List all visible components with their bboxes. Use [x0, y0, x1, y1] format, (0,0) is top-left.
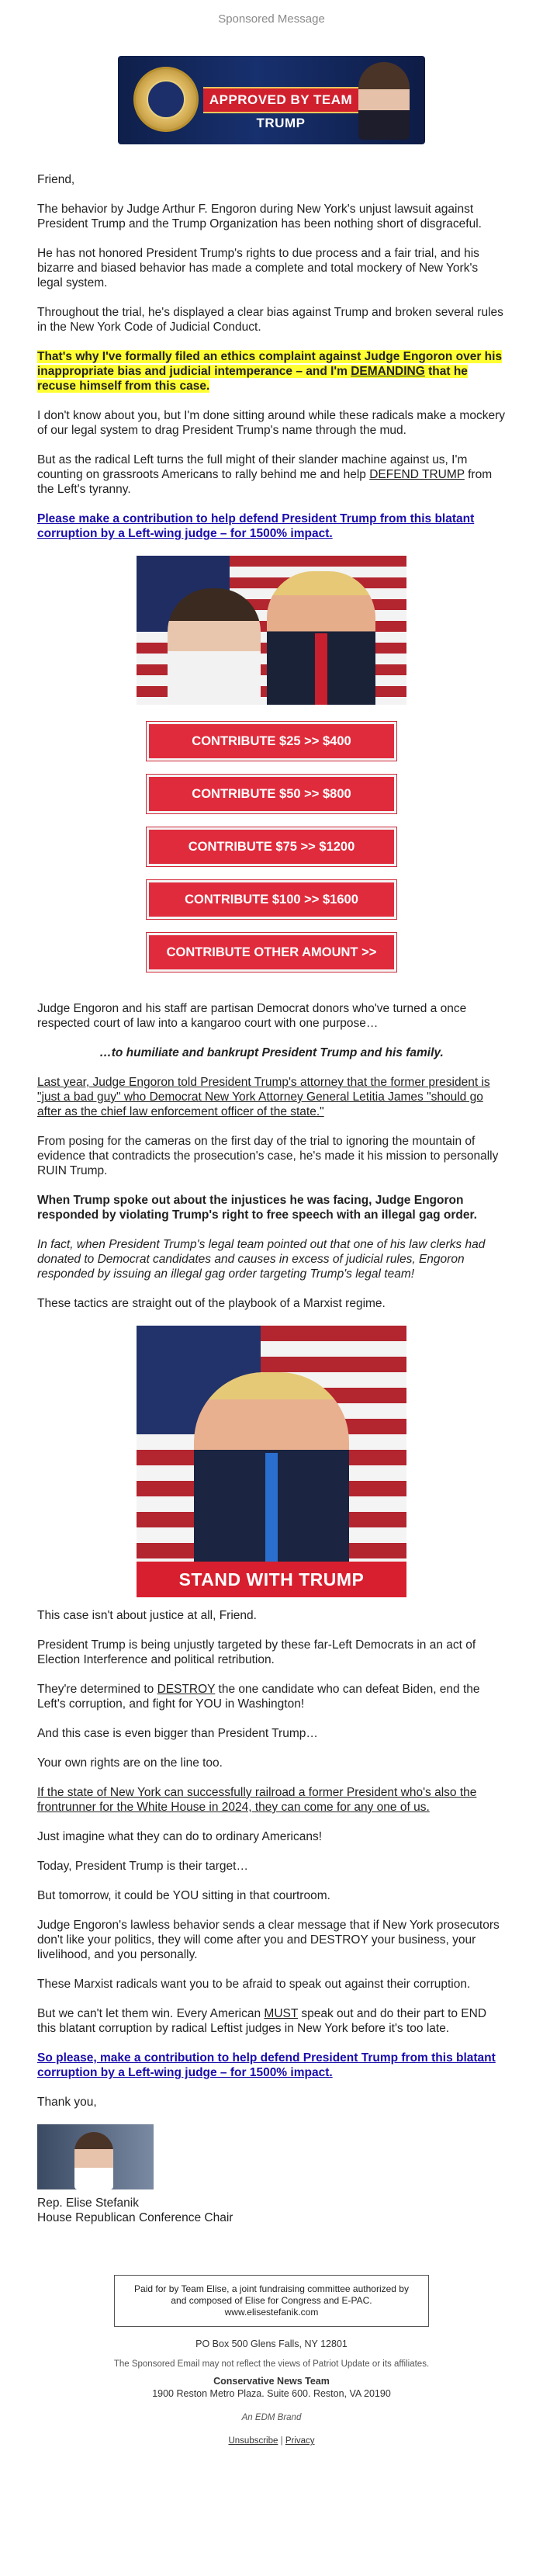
paragraph: But tomorrow, it could be YOU sitting in that courtroom.: [37, 1889, 330, 1902]
sponsored-label: Sponsored Message: [218, 12, 325, 26]
footer-team: Conservative News Team: [213, 2376, 330, 2387]
signoff: Thank you,: [37, 2096, 97, 2109]
banner-portrait: [358, 62, 410, 140]
sponsor-disclaimer: The Sponsored Email may not reflect the views of Patriot Update or its affiliates.: [113, 2359, 430, 2369]
contribute-75-button[interactable]: CONTRIBUTE $75 >> $1200: [147, 827, 396, 866]
paragraph: Judge Engoron's lawless behavior sends a clear message that if New York prosecutors don't like your politics, they will come after you and DESTROY your business, your livelihood, and you personally.: [37, 1919, 500, 1961]
paragraph: But we can't let them win. Every American MUST speak out and do their part to END this blatant corruption by radical Leftist judges in New York before it's too late.: [37, 2007, 487, 2035]
italic-paragraph: In fact, when President Trump's legal team pointed out that one of his law clerks had donated to Democrat candidates and causes in excess of judicial rules, Engoron responded by issuing an illegal gag order targeting Trump's legal team!: [37, 1238, 486, 1281]
link-separator: |: [280, 2436, 283, 2446]
paragraph: And this case is even bigger than President Trump…: [37, 1727, 318, 1740]
emphasis-paragraph: …to humiliate and bankrupt President Trump and his family.: [99, 1046, 444, 1059]
po-box: PO Box 500 Glens Falls, NY 12801: [195, 2339, 348, 2349]
contribute-link-top: [37, 511, 506, 541]
banner-ribbon-text: APPROVED BY TEAM TRUMP: [203, 87, 358, 113]
paragraph: These tactics are straight out of the playbook of a Marxist regime.: [37, 1297, 386, 1310]
paragraph: But as the radical Left turns the full might of their slander machine against us, I'm counting on grassroots Americans to rally behind me and help DEFEND TRUMP from the Left's tyranny.: [37, 453, 493, 496]
paragraph: They're determined to DESTROY the one candidate who can defeat Biden, end the Left's corruption, and fight for YOU in Washington!: [37, 1683, 480, 1711]
email-body: [0, 172, 543, 2225]
contribute-link[interactable]: So please, make a contribution to help defend President Trump from this blatant corruption by a Left-wing judge – for 1500% impact.: [37, 2051, 496, 2079]
paragraph: The behavior by Judge Arthur F. Engoron during New York's unjust lawsuit against President Trump and the Trump Organization has been nothing short of disgraceful.: [37, 203, 482, 231]
contribute-buttons: [147, 722, 396, 972]
privacy-link[interactable]: Privacy: [285, 2436, 315, 2446]
greeting: Friend,: [37, 173, 75, 186]
contribute-link-bottom: [37, 2051, 506, 2080]
contribute-50-button[interactable]: CONTRIBUTE $50 >> $800: [147, 775, 396, 813]
stefanik-trump-photo[interactable]: [137, 556, 406, 705]
unsubscribe-link[interactable]: Unsubscribe: [228, 2436, 278, 2446]
signature-photo: [37, 2124, 154, 2189]
footer-links: [0, 2435, 543, 2447]
paragraph: Your own rights are on the line too.: [37, 1756, 223, 1770]
paid-for-disclaimer: Paid for by Team Elise, a joint fundraising committee authorized by and composed of Elise for Congress and E-PAC. www.elisestefanik.com: [114, 2275, 429, 2327]
paragraph: Just imagine what they can do to ordinary Americans!: [37, 1830, 323, 1843]
stand-with-trump-image[interactable]: [137, 1326, 406, 1597]
contribute-25-button[interactable]: CONTRIBUTE $25 >> $400: [147, 722, 396, 761]
paragraph: If the state of New York can successfully railroad a former President who's also the frontrunner for the White House in 2024, they can come for any one of us.: [37, 1786, 477, 1814]
bold-paragraph: When Trump spoke out about the injustices he was facing, Judge Engoron responded by violating Trump's right to free speech with an illegal gag order.: [37, 1194, 477, 1222]
paragraph: Judge Engoron and his staff are partisan Democrat donors who've turned a once respected court of law into a kangaroo court with one purpose…: [37, 1002, 467, 1030]
contribute-other-button[interactable]: CONTRIBUTE OTHER AMOUNT >>: [147, 933, 396, 972]
team-trump-seal-icon: [133, 67, 199, 132]
paragraph: He has not honored President Trump's rights to due process and a fair trial, and his bizarre and biased behavior has made a complete and total mockery of New York's legal system.: [37, 247, 479, 289]
paragraph: From posing for the cameras on the first day of the trial to ignoring the mountain of evidence that contradicts the prosecution's case, he's made it his mission to personally RUIN Trump.: [37, 1135, 499, 1177]
footer-address: 1900 Reston Metro Plaza. Suite 600. Reston, VA 20190: [152, 2388, 391, 2399]
contribute-100-button[interactable]: CONTRIBUTE $100 >> $1600: [147, 880, 396, 919]
highlighted-paragraph: That's why I've formally filed an ethics complaint against Judge Engoron over his inappropriate bias and judicial intemperance – and I'm DEMANDING that he recuse himself from this case.: [37, 350, 503, 393]
signer-name: Rep. Elise Stefanik: [37, 2196, 139, 2210]
header-banner[interactable]: [118, 56, 425, 144]
stand-with-trump-caption: STAND WITH TRUMP: [137, 1562, 406, 1597]
paragraph: Today, President Trump is their target…: [37, 1860, 248, 1873]
paragraph: These Marxist radicals want you to be afraid to speak out against their corruption.: [37, 1978, 471, 1991]
paragraph: This case isn't about justice at all, Friend.: [37, 1609, 257, 1622]
footer-brand: An EDM Brand: [241, 2413, 302, 2422]
paragraph: Last year, Judge Engoron told President Trump's attorney that the former president is "just a bad guy" who Democrat New York Attorney General Letitia James "should go after as the chief law enforcement officer of the state.": [37, 1076, 490, 1118]
signer-title: House Republican Conference Chair: [37, 2211, 233, 2224]
paragraph: Throughout the trial, he's displayed a clear bias against Trump and broken several rules in the New York Code of Judicial Conduct.: [37, 306, 503, 334]
paragraph: President Trump is being unjustly targeted by these far-Left Democrats in an act of Election Interference and political retribution.: [37, 1638, 476, 1666]
contribute-link[interactable]: Please make a contribution to help defend President Trump from this blatant corruption by a Left-wing judge – for 1500% impact.: [37, 512, 475, 540]
paragraph: I don't know about you, but I'm done sitting around while these radicals make a mockery of our legal system to drag President Trump's name through the mud.: [37, 409, 505, 437]
